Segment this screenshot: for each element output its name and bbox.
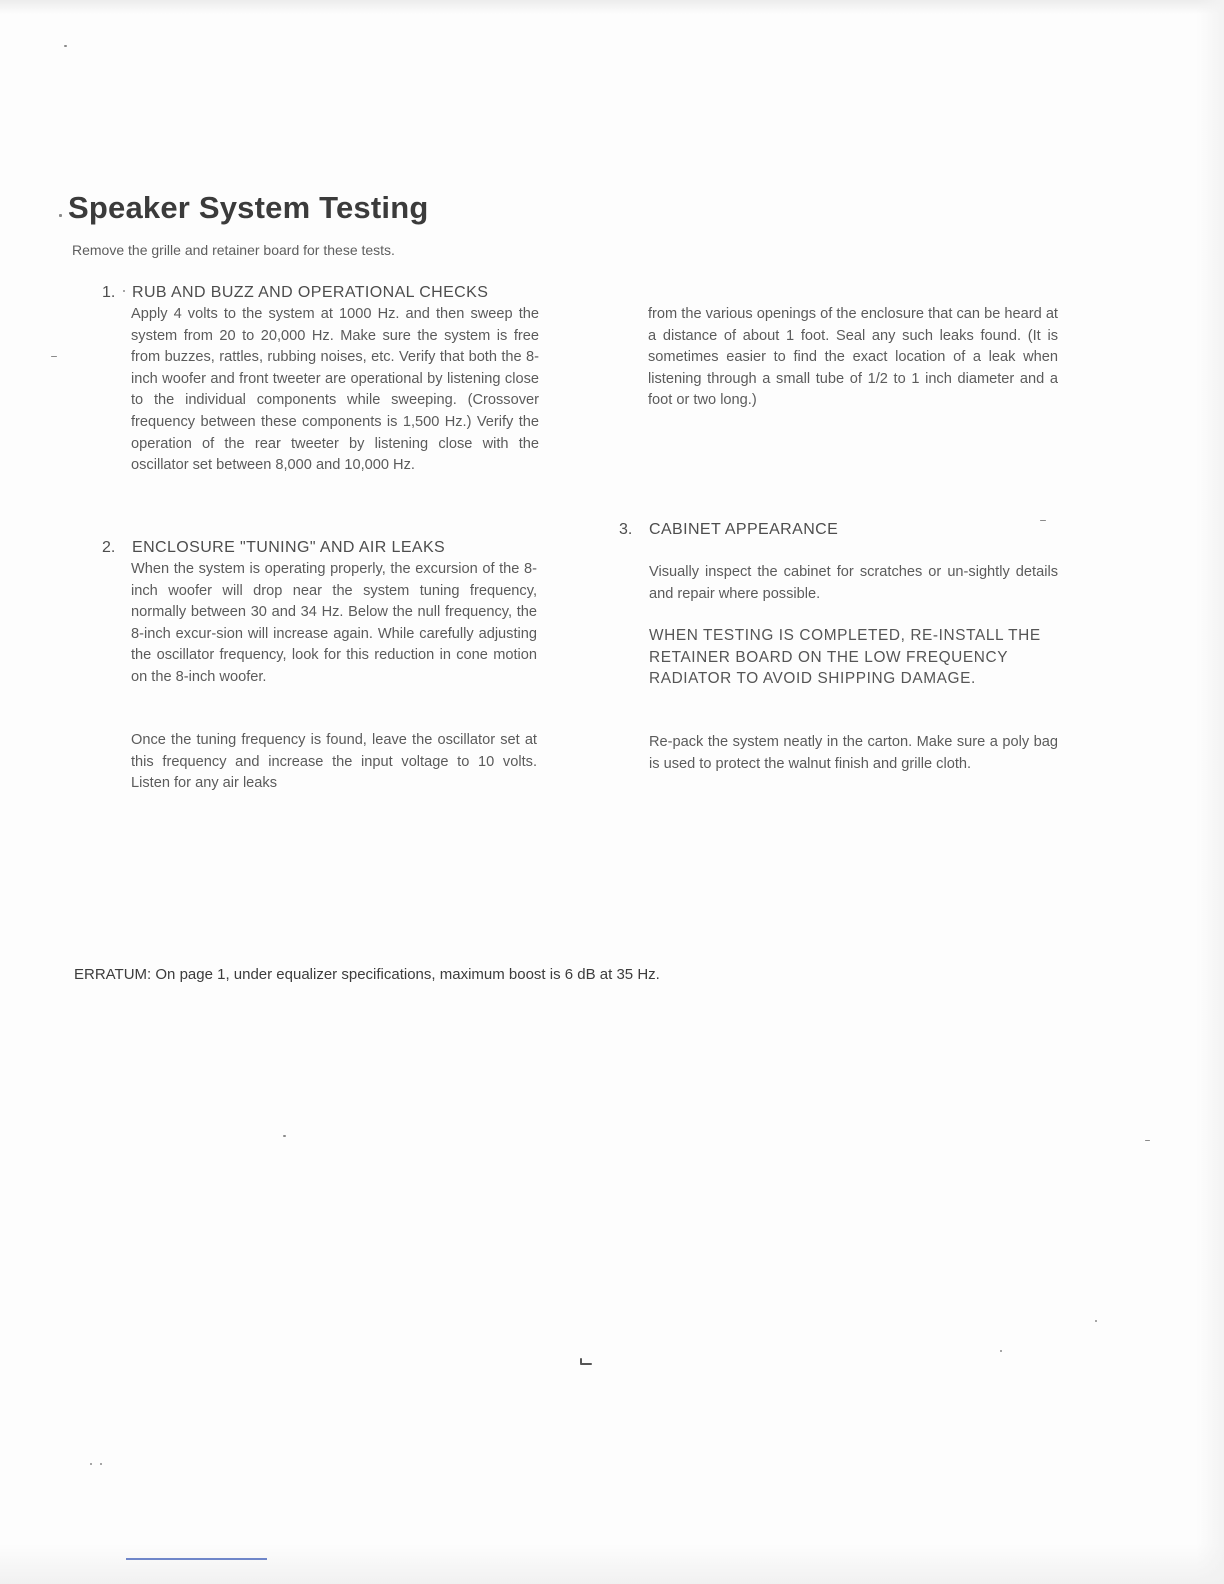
- section-3-paragraph-1: Visually inspect the cabinet for scratches or un-sightly details and repair where possible.: [649, 564, 1058, 602]
- scan-speck: [90, 1463, 92, 1465]
- scan-dash-mark: [580, 1358, 582, 1364]
- section-3-heading: CABINET APPEARANCE: [649, 521, 839, 538]
- scan-speck: [59, 214, 62, 217]
- scan-speck: [1145, 1140, 1150, 1141]
- section-1-heading: RUB AND BUZZ AND OPERATIONAL CHECKS: [132, 284, 489, 301]
- erratum-note: ERRATUM: On page 1, under equalizer specifications, maximum boost is 6 dB at 35 Hz.: [74, 966, 660, 983]
- section-3-warning-paragraph: WHEN TESTING IS COMPLETED, RE-INSTALL THE RETAINER BOARD ON THE LOW FREQUENCY RADIATOR TO AVOID SHIPPING DAMAGE.: [649, 627, 1041, 688]
- scan-shadow-bottom: [0, 1544, 1224, 1584]
- section-3-number: 3.: [619, 521, 633, 538]
- scan-speck: [64, 45, 67, 47]
- section-3-paragraph-3: Re-pack the system neatly in the carton. Make sure a poly bag is used to protect the walnut finish and grille cloth.: [649, 734, 1058, 772]
- scan-speck: [283, 1135, 286, 1137]
- scan-shadow-right: [1196, 0, 1224, 1584]
- scan-speck: [51, 356, 57, 357]
- scan-speck: [100, 1463, 102, 1465]
- section-2-paragraph-1: When the system is operating properly, the excursion of the 8-inch woofer will drop near the system tuning frequency, normally between 30 and 34 Hz. Below the null frequency, the 8-inch excur-sion will increase again. While carefully adjusting the oscillator frequency, look for this reduction in cone motion on the 8-inch woofer.: [131, 561, 537, 685]
- scan-speck: [1000, 1350, 1002, 1352]
- section-2-heading: ENCLOSURE "TUNING" AND AIR LEAKS: [132, 539, 446, 556]
- scan-speck: [1040, 520, 1046, 521]
- bottom-rule: [126, 1558, 267, 1560]
- section-2-paragraph-3: from the various openings of the enclosure that can be heard at a distance of about 1 foot. Seal any such leaks found. (It is sometimes easier to find the exact location of a leak when listening through a small tube of 1/2 to 1 inch diameter and a foot or two long.): [648, 306, 1058, 409]
- section-1-number: 1.: [102, 284, 116, 301]
- section-1-paragraph: Apply 4 volts to the system at 1000 Hz. and then sweep the system from 20 to 20,000 Hz. Make sure the system is free from buzzes, rattles, rubbing noises, etc. Verify that both the 8-inch woofer and front tweeter are operational by listening close to the individual components while sweeping. (Crossover frequency between these components is 1,500 Hz.) Verify the operation of the rear tweeter by listening close with the oscillator set between 8,000 and 10,000 Hz.: [131, 306, 539, 474]
- section-2-paragraph-2: Once the tuning frequency is found, leave the oscillator set at this frequency and increase the input voltage to 10 volts. Listen for any air leaks: [131, 732, 537, 792]
- page-title: Speaker System Testing: [68, 190, 429, 225]
- page-subtitle: Remove the grille and retainer board for these tests.: [72, 242, 395, 258]
- section-2-number: 2.: [102, 539, 116, 556]
- scan-speck: [123, 290, 125, 292]
- scan-speck: [1095, 1320, 1097, 1322]
- scan-shadow-top: [0, 0, 1224, 14]
